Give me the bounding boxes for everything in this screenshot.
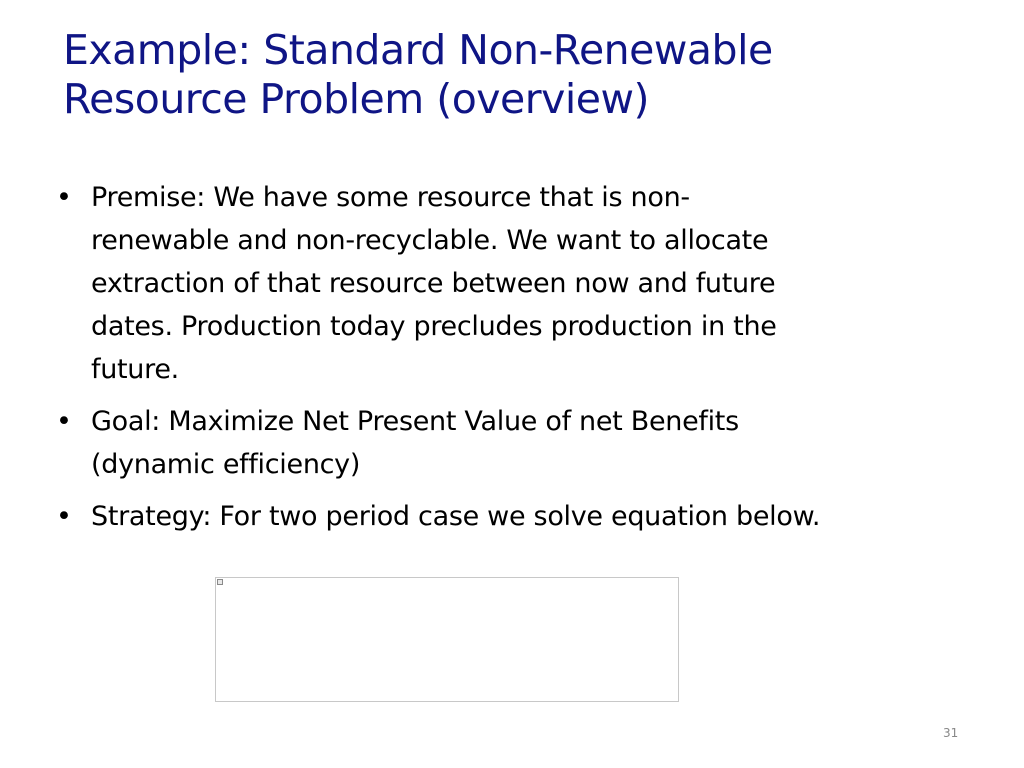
- broken-image-icon: [217, 579, 223, 585]
- bullet-premise: [52, 176, 982, 391]
- bullet-text-line: extraction of that resource between now and future: [91, 268, 776, 299]
- bullet-icon: •: [56, 182, 72, 213]
- bullet-text-line: (dynamic efficiency): [91, 449, 361, 480]
- equation-image-placeholder: [215, 577, 679, 702]
- bullet-text-line: Premise: We have some resource that is non-: [91, 182, 690, 213]
- bullet-list: [52, 176, 982, 547]
- bullet-text-line: renewable and non-recyclable. We want to allocate: [91, 225, 769, 256]
- bullet-text-line: Strategy: For two period case we solve equation below.: [91, 501, 821, 532]
- bullet-strategy: [52, 495, 982, 538]
- slide-title-line: Resource Problem (overview): [63, 75, 650, 124]
- bullet-goal: [52, 400, 982, 486]
- bullet-icon: •: [56, 406, 72, 437]
- slide-title: [63, 26, 963, 124]
- page-number: 31: [943, 726, 959, 740]
- bullet-text-line: dates. Production today precludes production in the: [91, 311, 777, 342]
- slide-title-line: Example: Standard Non-Renewable: [63, 26, 773, 74]
- bullet-icon: •: [56, 501, 72, 532]
- bullet-text-line: future.: [91, 354, 179, 385]
- bullet-text-line: Goal: Maximize Net Present Value of net Benefits: [91, 406, 739, 437]
